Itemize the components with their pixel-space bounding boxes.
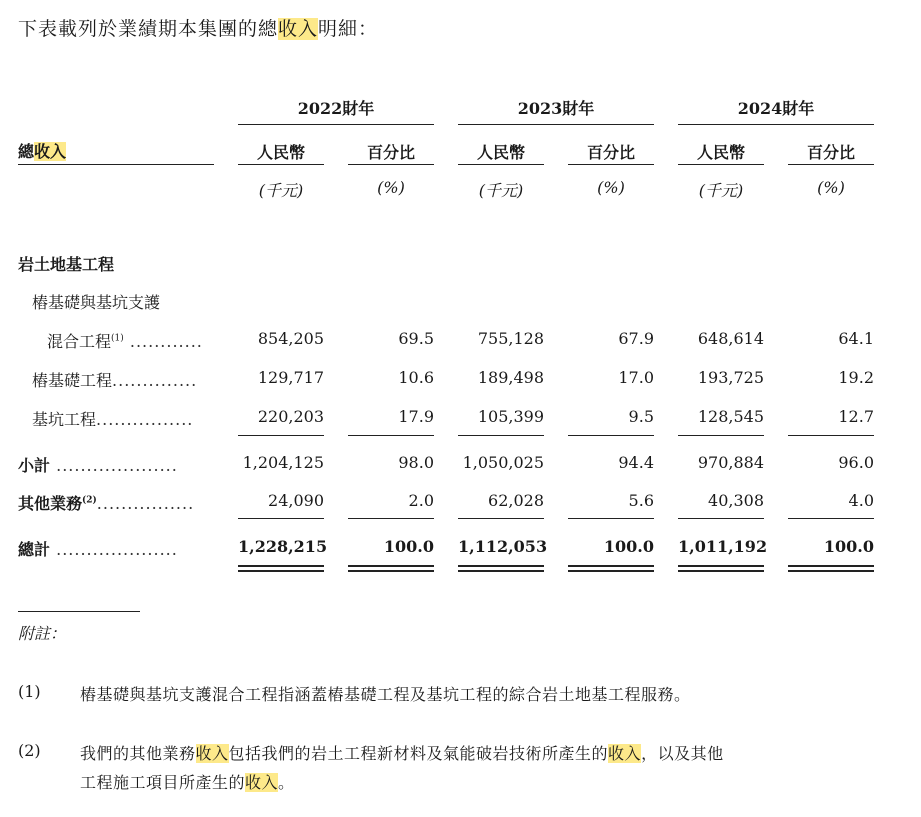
year-header-2022: 2022財年 — [297, 99, 375, 118]
unit-rmb-2024: (千元) — [698, 181, 744, 200]
year-header-2023: 2023財年 — [517, 99, 595, 118]
table-title-highlight: 收入 — [34, 142, 67, 161]
total-rule — [458, 518, 544, 519]
year-rule-2023 — [458, 124, 654, 125]
col-header-pct-2022: 百分比 — [366, 143, 415, 162]
col-rule — [678, 164, 764, 165]
year-rule-2022 — [238, 124, 434, 125]
double-rule — [678, 565, 764, 572]
intro-before: 下表載列於業績期本集團的總 — [18, 18, 279, 40]
leader-dots: ................ — [96, 410, 194, 429]
footnote-separator — [18, 611, 140, 612]
cell: 19.2 — [838, 368, 874, 387]
footnote-ref: (1) — [111, 333, 124, 344]
fn-seg: ，以及其他 — [641, 744, 724, 763]
row-label-other — [18, 491, 194, 514]
cell: 17.9 — [398, 407, 434, 426]
row-label-total — [18, 537, 178, 560]
footnote-text-1: 樁基礎與基坑支護混合工程指涵蓋樁基礎工程及基坑工程的綜合岩土地基工程服務。 — [80, 685, 691, 704]
total-rule — [678, 518, 764, 519]
cell: 648,614 — [697, 329, 764, 348]
fn-highlight: 收入 — [195, 744, 229, 763]
total-rule — [238, 518, 324, 519]
unit-pct-2022: (%) — [377, 178, 405, 197]
fn-seg: 包括我們的岩土工程新材料及氣能破岩技術所產生的 — [228, 744, 609, 763]
row-label-text: 小計 — [18, 456, 51, 475]
table-title — [18, 139, 66, 162]
cell: 4.0 — [848, 491, 874, 510]
fn-highlight: 收入 — [608, 744, 642, 763]
table-title-rule — [18, 164, 214, 165]
double-rule — [348, 565, 434, 572]
cell: 10.6 — [398, 368, 434, 387]
cell: 193,725 — [697, 368, 764, 387]
cell: 17.0 — [618, 368, 654, 387]
section-heading: 岩土地基工程 — [18, 255, 115, 274]
cell: 100.0 — [383, 537, 434, 556]
double-rule — [238, 565, 324, 572]
cell: 40,308 — [708, 491, 764, 510]
col-header-rmb-2023: 人民幣 — [476, 143, 525, 162]
row-label-subtotal — [18, 453, 178, 476]
cell: 129,717 — [257, 368, 324, 387]
cell: 98.0 — [398, 453, 434, 472]
footnote-text-2-line1 — [80, 741, 724, 764]
col-rule — [458, 164, 544, 165]
col-header-rmb-2022: 人民幣 — [256, 143, 305, 162]
cell: 12.7 — [838, 407, 874, 426]
cell: 100.0 — [603, 537, 654, 556]
cell: 69.5 — [398, 329, 434, 348]
footnote-marker-2: (2) — [18, 741, 41, 760]
row-label-pile — [32, 368, 197, 391]
cell: 220,203 — [257, 407, 324, 426]
intro-after: 明細： — [318, 18, 379, 40]
total-rule — [348, 518, 434, 519]
leader-dots: .................... — [50, 540, 178, 559]
col-rule — [348, 164, 434, 165]
group-heading: 樁基礎與基坑支護 — [32, 293, 161, 312]
col-rule — [568, 164, 654, 165]
unit-rmb-2022: (千元) — [258, 181, 304, 200]
cell: 1,112,053 — [458, 537, 548, 556]
row-label-text: 總計 — [18, 540, 51, 559]
unit-pct-2024: (%) — [817, 178, 845, 197]
subtotal-rule — [348, 435, 434, 436]
leader-dots: ................ — [96, 494, 195, 513]
fn-seg: 工程施工項目所產生的 — [80, 773, 246, 792]
unit-rmb-2023: (千元) — [478, 181, 524, 200]
cell: 105,399 — [477, 407, 544, 426]
leader-dots: ............ — [123, 332, 203, 351]
leader-dots: .................... — [50, 456, 178, 475]
footnote-ref: (2) — [82, 495, 97, 506]
cell: 2.0 — [408, 491, 434, 510]
subtotal-rule — [788, 435, 874, 436]
row-label-text: 樁基礎工程 — [32, 371, 113, 390]
cell: 1,204,125 — [242, 453, 324, 472]
cell: 1,050,025 — [462, 453, 544, 472]
double-rule — [568, 565, 654, 572]
subtotal-rule — [568, 435, 654, 436]
col-rule — [238, 164, 324, 165]
col-rule — [788, 164, 874, 165]
col-header-pct-2023: 百分比 — [586, 143, 635, 162]
fn-seg: 我們的其他業務 — [80, 744, 196, 763]
cell: 62,028 — [488, 491, 544, 510]
unit-pct-2023: (%) — [597, 178, 625, 197]
intro-highlight: 收入 — [278, 18, 319, 40]
row-label-text: 其他業務 — [18, 494, 83, 513]
row-label-pit — [32, 407, 193, 430]
footnote-marker-1: (1) — [18, 682, 41, 701]
row-label-text: 混合工程 — [47, 332, 112, 351]
cell: 128,545 — [697, 407, 764, 426]
double-rule — [458, 565, 544, 572]
cell: 1,228,215 — [238, 537, 328, 556]
cell: 1,011,192 — [678, 537, 768, 556]
leader-dots: .............. — [112, 371, 198, 390]
subtotal-rule — [238, 435, 324, 436]
cell: 755,128 — [477, 329, 544, 348]
double-rule — [788, 565, 874, 572]
fn-highlight: 收入 — [245, 773, 279, 792]
cell: 67.9 — [618, 329, 654, 348]
col-header-rmb-2024: 人民幣 — [696, 143, 745, 162]
year-header-2024: 2024財年 — [737, 99, 815, 118]
cell: 9.5 — [628, 407, 654, 426]
cell: 24,090 — [268, 491, 324, 510]
footnote-text-2-line2 — [80, 770, 295, 793]
year-rule-2024 — [678, 124, 874, 125]
cell: 854,205 — [257, 329, 324, 348]
cell: 96.0 — [838, 453, 874, 472]
cell: 64.1 — [838, 329, 874, 348]
fn-seg: 。 — [278, 773, 295, 792]
cell: 100.0 — [823, 537, 874, 556]
table-title-prefix: 總 — [18, 142, 35, 161]
notes-title: 附註： — [18, 624, 67, 643]
cell: 5.6 — [628, 491, 654, 510]
cell: 970,884 — [697, 453, 764, 472]
total-rule — [788, 518, 874, 519]
subtotal-rule — [458, 435, 544, 436]
subtotal-rule — [678, 435, 764, 436]
total-rule — [568, 518, 654, 519]
cell: 189,498 — [477, 368, 544, 387]
row-label-text: 基坑工程 — [32, 410, 97, 429]
col-header-pct-2024: 百分比 — [806, 143, 855, 162]
intro-text — [18, 14, 378, 41]
row-label-hybrid — [47, 329, 203, 352]
cell: 94.4 — [618, 453, 654, 472]
